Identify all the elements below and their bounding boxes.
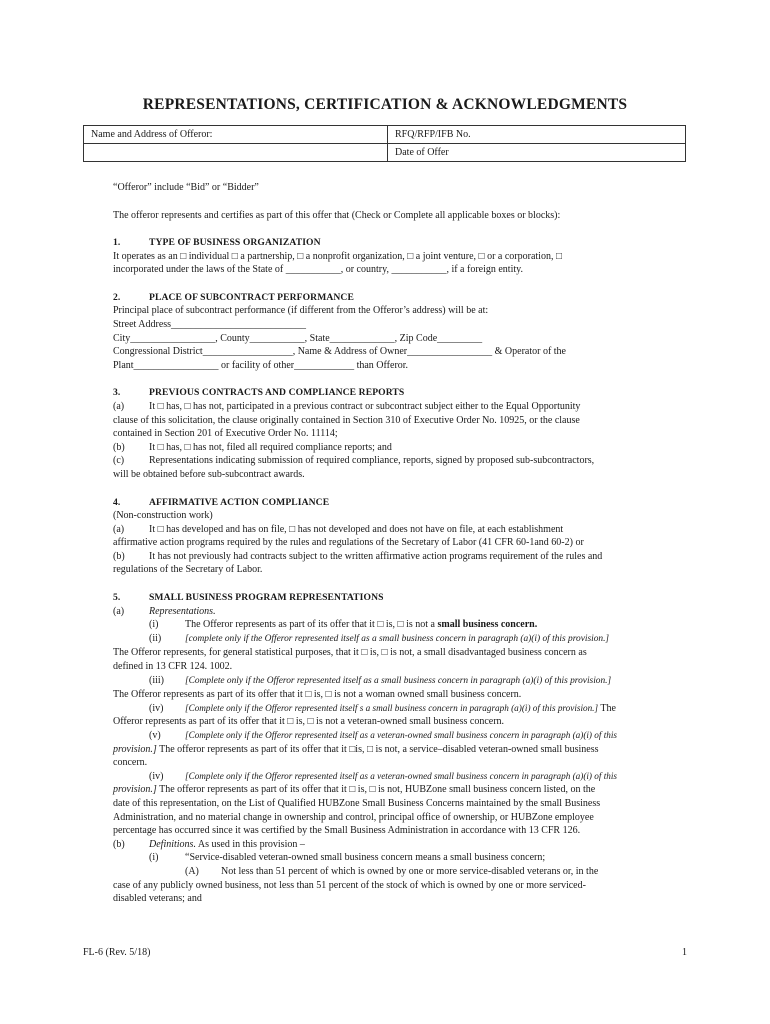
page-title: REPRESENTATIONS, CERTIFICATION & ACKNOWLEDGMENTS: [142, 96, 628, 113]
section-3-heading: 3. PREVIOUS CONTRACTS AND COMPLIANCE REPORTS: [113, 387, 405, 399]
name-address-field[interactable]: [84, 144, 388, 162]
section-3c: (c) Representations indicating submission of required compliance, reports, signed by proposed sub-subcontractors,: [113, 455, 595, 467]
document-body: [113, 181, 658, 236]
section-4a-cont: affirmative action programs required by the rules and regulations of the Secretary of Labor (41 CFR 60-1and 60-2) or: [113, 537, 584, 549]
section-2-line: Plant_________________ or facility of other____________ than Offeror.: [113, 359, 409, 371]
section-1-line: It operates as an □ individual □ a partnership, □ a nonprofit organization, □ a joint venture, □ or a corporation, □: [113, 250, 562, 262]
page-number: 1: [682, 947, 687, 958]
offer-info-table: [83, 125, 686, 162]
intro-statement: The offeror represents and certifies as part of this offer that (Check or Complete all applicable boxes or blocks):: [113, 209, 561, 221]
section-5-heading: 5. SMALL BUSINESS PROGRAM REPRESENTATIONS: [113, 592, 384, 604]
section-5a-iv2-text: Administration, and no material change in ownership and control, principal office of ownership, or HUBZone employee: [113, 811, 594, 823]
form-id: FL-6 (Rev. 5/18): [83, 947, 151, 958]
offeror-note: “Offeror” include “Bid” or “Bidder”: [113, 182, 259, 193]
section-5b-A: (A) Not less than 51 percent of which is owned by one or more service-disabled veterans or, in the: [185, 865, 599, 877]
section-2-line: Street Address___________________________: [113, 318, 307, 330]
section-5b-i: (i) “Service-disabled veteran-owned small business concern means a small business concern;: [149, 852, 546, 864]
section-1-heading: 1. TYPE OF BUSINESS ORGANIZATION: [113, 237, 321, 248]
section-5a-i: (i) The Offeror represents as part of its offer that it □ is, □ is not a small business concern.: [149, 619, 538, 631]
section-5a-v-text: provision.] The offeror represents as part of its offer that it □is, □ is not, a service–disabled veteran-owned small business: [113, 743, 599, 755]
rfq-number-label: RFQ/RFP/IFB No.: [388, 126, 686, 144]
section-2-line: City_________________, County___________, State_____________, Zip Code_________: [113, 332, 483, 344]
section-5a-iv2-text: provision.] The offeror represents as part of its offer that it □ is, □ is not, HUBZone small business concern listed, on the: [113, 784, 596, 796]
section-5a-iii: (iii) [Complete only if the Offeror represented itself as a small business concern in paragraph (a)(i) of this provision.]: [149, 674, 612, 686]
section-3b: (b) It □ has, □ has not, filed all required compliance reports; and: [113, 441, 392, 453]
section-1-line: incorporated under the laws of the State of ___________, or country, ___________, if a foreign entity.: [113, 264, 523, 276]
section-5a-iv2: (iv) [Complete only if the Offeror represented itself as a veteran-owned small business concern in paragraph (a)(i) of this: [149, 770, 618, 782]
section-3a-cont: contained in Section 201 of Executive Order No. 11114;: [113, 428, 338, 440]
section-5a-ii-text: The Offeror represents, for general statistical purposes, that it □ is, □ is not, a small disadvantaged business concern as: [113, 647, 587, 659]
section-2-heading: 2. PLACE OF SUBCONTRACT PERFORMANCE: [113, 291, 354, 303]
section-5a-iv2-text: percentage has occurred since it was certified by the Small Business Administration in accordance with 13 CFR 126.: [113, 825, 581, 837]
section-3a-cont: clause of this solicitation, the clause originally contained in Section 310 of Executive Order No. 10925, or the clause: [113, 414, 580, 426]
section-4a: (a) It □ has developed and has on file, □ has not developed and does not have on file, at each establishment: [113, 523, 564, 535]
date-of-offer-label: Date of Offer: [388, 144, 686, 162]
sections: [113, 236, 661, 906]
section-5b-A-cont: disabled veterans; and: [113, 893, 202, 905]
section-5a-v-text: concern.: [113, 757, 148, 769]
section-5b: (b) Definitions. As used in this provision –: [113, 838, 305, 850]
section-3c-cont: will be obtained before sub-subcontract awards.: [113, 468, 305, 480]
section-5a-ii-text: defined in 13 CFR 124. 1002.: [113, 661, 233, 673]
section-5a-iii-text: The Offeror represents as part of its offer that it □ is, □ is not a woman owned small business concern.: [113, 689, 522, 701]
section-4-sub: (Non-construction work): [113, 510, 213, 522]
section-2-line: Principal place of subcontract performance (if different from the Offeror’s address) will be at:: [113, 305, 489, 317]
section-5a: (a) Representations.: [113, 605, 216, 617]
section-5a-iv: (iv) [Complete only if the Offeror represented itself s a small business concern in paragraph (a)(i) of this provision.] The: [149, 702, 616, 714]
section-2-line: Congressional District__________________, Name & Address of Owner_________________ & Operator of the: [113, 346, 566, 358]
section-5a-ii: (ii) [complete only if the Offeror represented itself as a small business concern in paragraph (a)(i) of this provision.]: [149, 632, 610, 644]
name-address-label: Name and Address of Offeror:: [84, 126, 388, 144]
section-5a-v: (v) [Complete only if the Offeror represented itself as a veteran-owned small business concern in paragraph (a)(i) of this: [149, 730, 618, 741]
section-5a-iv-text: Offeror represents as part of its offer that it □ is, □ is not a veteran-owned small business concern.: [113, 716, 505, 728]
section-5b-A-cont: case of any publicly owned business, not less than 51 percent of the stock of which is owned by one or more serviced-: [113, 879, 586, 891]
section-4b-cont: regulations of the Secretary of Labor.: [113, 564, 263, 576]
section-4-heading: 4. AFFIRMATIVE ACTION COMPLIANCE: [113, 496, 330, 508]
section-3a: (a) It □ has, □ has not, participated in a previous contract or subcontract subject either to the Equal Opportunity: [113, 400, 581, 412]
page-footer: [83, 947, 687, 958]
section-4b: (b) It has not previously had contracts subject to the written affirmative action programs requirement of the rules and: [113, 550, 603, 562]
section-5a-iv2-text: date of this representation, on the List of Qualified HUBZone Small Business Concerns maintained by the small Business: [113, 797, 601, 809]
